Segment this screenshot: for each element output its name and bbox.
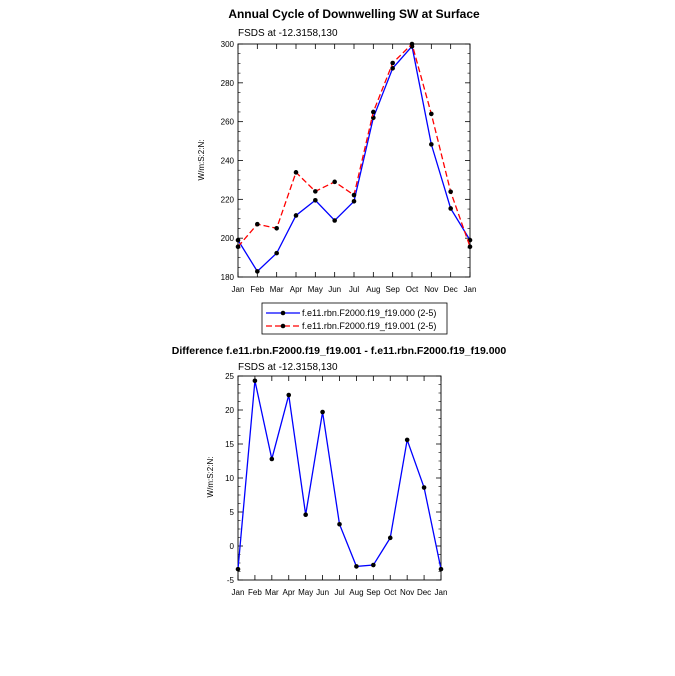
chart1-series-1-point <box>390 66 395 71</box>
chart2-xtick-label: May <box>298 588 314 597</box>
chart1-ytick-label: 180 <box>220 273 234 282</box>
chart1-ylabel: W/m:S:2:N: <box>197 139 206 181</box>
chart1-series-1-point <box>294 213 299 218</box>
chart2-ytick-label: -5 <box>226 576 234 585</box>
chart1-legend <box>262 303 447 334</box>
chart1-series-2-point <box>429 112 434 117</box>
chart1-series-2-point <box>352 193 357 198</box>
chart2-series-1-point <box>270 457 275 462</box>
chart2-xtick-label: Jan <box>434 588 448 597</box>
chart2-ytick-label: 20 <box>225 406 234 415</box>
chart2-xtick-label: Apr <box>282 588 295 597</box>
chart1-series-2-point <box>390 61 395 66</box>
chart2-xtick-label: Sep <box>366 588 381 597</box>
chart1-xtick-label: Oct <box>405 285 419 294</box>
chart2-series-1-point <box>236 567 241 572</box>
chart2-ytick-label: 25 <box>225 372 234 381</box>
chart2-xtick-label: Jul <box>334 588 345 597</box>
chart1-xtick-label: Sep <box>385 285 400 294</box>
chart1-frame <box>238 44 470 277</box>
chart1-xtick-label: Apr <box>289 285 303 294</box>
chart1-xtick-label: Jan <box>463 285 477 294</box>
chart2-series-1-point <box>286 393 291 398</box>
chart2-series-1-point <box>320 410 325 415</box>
legend-marker-series-1 <box>281 311 286 316</box>
chart1-title: Annual Cycle of Downwelling SW at Surface <box>228 7 480 21</box>
chart2-series-1-point <box>303 512 308 517</box>
chart1-ytick-label: 260 <box>220 117 234 127</box>
chart2-series-1-line <box>238 381 441 569</box>
chart2-series-1-point <box>371 563 376 568</box>
chart1-series-2-point <box>371 110 376 115</box>
chart1-series-1-point <box>429 142 434 147</box>
chart2-frame <box>238 376 441 580</box>
chart1-subtitle: FSDS at -12.3158,130 <box>238 28 338 39</box>
chart2-series-1-point <box>337 522 342 527</box>
chart2-xtick-label: Nov <box>400 588 415 597</box>
chart1-series-2-point <box>448 189 453 194</box>
chart2-xtick-label: Oct <box>384 588 397 597</box>
chart1-series-1-point <box>448 206 453 211</box>
chart2-ytick-label: 10 <box>225 474 234 483</box>
chart2-series-1-point <box>354 564 359 569</box>
chart1-ytick-label: 220 <box>220 195 234 205</box>
chart1-series-2-point <box>468 244 473 249</box>
chart1-xtick-label: Jun <box>328 285 342 294</box>
chart2-xtick-label: Aug <box>349 588 364 597</box>
chart1-ytick-label: 300 <box>220 40 234 49</box>
chart1-plot <box>221 40 477 294</box>
chart2-xtick-label: Feb <box>248 588 262 597</box>
chart2-title: Difference f.e11.rbn.F2000.f19_f19.001 - f.e11.rbn.F2000.f19_f19.000 <box>171 345 507 357</box>
chart1-series-1-point <box>236 238 241 243</box>
chart1-xtick-label: Jul <box>348 285 360 294</box>
chart2-xtick-label: Dec <box>416 588 432 597</box>
chart1-ytick-label: 240 <box>220 156 234 166</box>
chart1-series-2-point <box>255 222 260 227</box>
chart2-series-1-point <box>439 567 444 572</box>
chart2-series-1-point <box>405 438 410 443</box>
legend-marker-series-2 <box>281 324 286 329</box>
chart1-series-2-point <box>294 170 299 175</box>
chart1-xtick-label: Feb <box>250 285 265 294</box>
chart1-series-2-point <box>236 244 241 249</box>
chart1-series-1-point <box>352 199 357 204</box>
chart1-series-2-point <box>332 180 337 185</box>
chart1-xtick-label: Nov <box>424 285 439 294</box>
chart1-xtick-label: Jan <box>231 285 245 294</box>
chart1-series-1-point <box>255 269 260 274</box>
chart1-series-1-point <box>313 198 318 203</box>
chart2-plot <box>225 372 447 597</box>
chart1-xtick-label: May <box>307 285 323 294</box>
chart1-xtick-label: Mar <box>269 285 284 294</box>
chart1-series-1-point <box>274 251 279 256</box>
chart1-xtick-label: Dec <box>443 285 458 294</box>
chart2-ytick-label: 0 <box>229 542 234 551</box>
chart2-subtitle: FSDS at -12.3158,130 <box>238 362 338 373</box>
chart2-series-1-point <box>422 485 427 490</box>
chart1-xtick-label: Aug <box>366 285 381 294</box>
chart1-ytick-label: 200 <box>220 234 234 244</box>
chart1-ytick-label: 280 <box>220 78 234 88</box>
chart2-xtick-label: Jun <box>316 588 330 597</box>
chart1-series-2-point <box>274 226 279 231</box>
chart2-ytick-label: 5 <box>229 508 234 517</box>
legend-label-series-2: f.e11.rbn.F2000.f19_f19.001 (2-5) <box>302 321 437 331</box>
chart2-series-1-point <box>388 536 393 541</box>
chart2-series-1-point <box>253 378 258 383</box>
chart1-series-1-point <box>332 218 337 223</box>
chart2-ytick-label: 15 <box>225 440 234 449</box>
legend-label-series-1: f.e11.rbn.F2000.f19_f19.000 (2-5) <box>302 308 437 318</box>
chart1-series-2-line <box>238 44 470 247</box>
chart2-xtick-label: Mar <box>264 588 279 597</box>
chart1-series-1-line <box>238 46 470 271</box>
chart2-ylabel: W/m:S:2:N: <box>206 456 215 498</box>
chart1-series-2-point <box>410 42 415 47</box>
chart1-series-2-point <box>313 189 318 194</box>
chart2-xtick-label: Jan <box>231 588 245 597</box>
